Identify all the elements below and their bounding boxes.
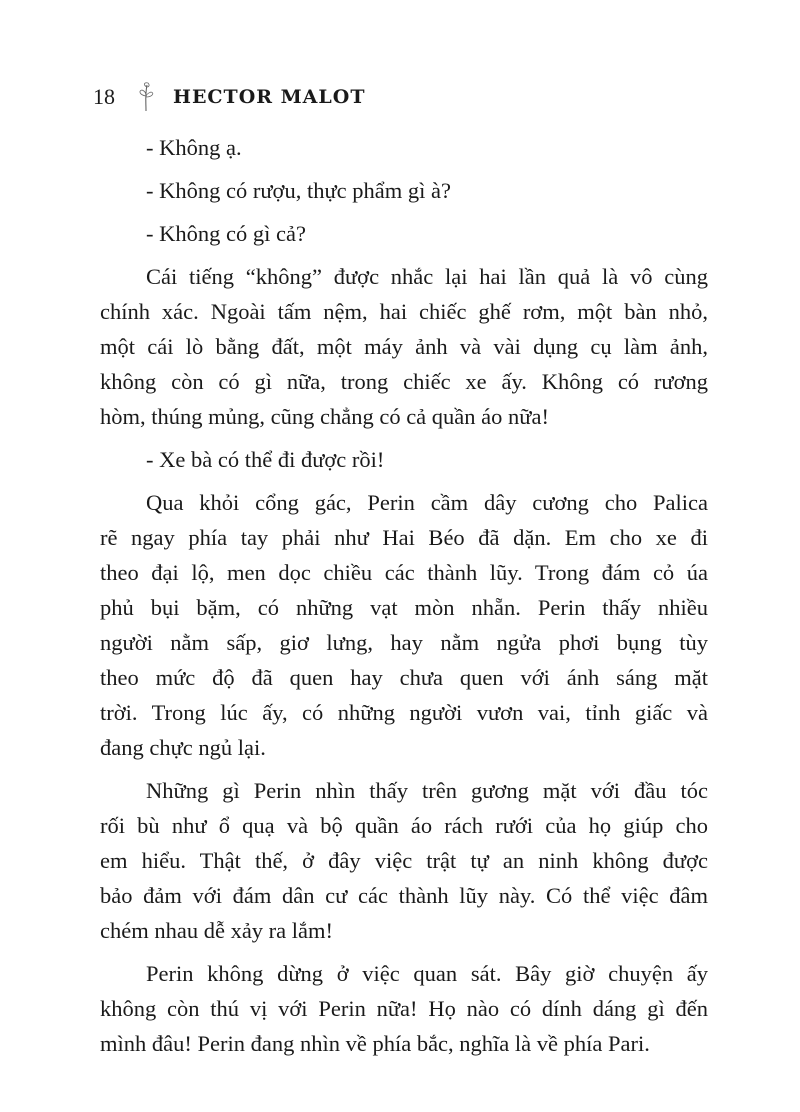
- paragraph: [100, 442, 708, 477]
- paragraph: [100, 259, 708, 434]
- text-line: một cái lò bằng đất, một máy ảnh và vài dụng cụ làm ảnh,: [100, 334, 708, 359]
- text-line: trời. Trong lúc ấy, có những người vươn vai, tỉnh giấc và: [100, 700, 708, 725]
- text-line: theo đại lộ, men dọc chiều các thành lũy. Trong đám cỏ úa: [100, 560, 708, 585]
- text-line: chính xác. Ngoài tấm nệm, hai chiếc ghế rơm, một bàn nhỏ,: [100, 299, 708, 324]
- text-line: Qua khỏi cổng gác, Perin cầm dây cương cho Palica: [146, 490, 708, 515]
- text-line: Những gì Perin nhìn thấy trên gương mặt với đầu tóc: [146, 778, 708, 803]
- text-line: Cái tiếng “không” được nhắc lại hai lần quả là vô cùng: [146, 264, 708, 289]
- leaf-sprig-icon: [133, 82, 159, 112]
- paragraph: [100, 216, 708, 251]
- text-line: bảo đảm với đám dân cư các thành lũy này. Có thể việc đâm: [100, 883, 708, 908]
- page-number: 18: [93, 84, 115, 109]
- paragraph: [100, 485, 708, 765]
- running-header: [93, 82, 365, 112]
- text-line: - Không ạ.: [146, 135, 242, 160]
- paragraph: [100, 956, 708, 1061]
- text-line: rẽ ngay phía tay phải như Hai Béo đã dặn. Em cho xe đi: [100, 525, 708, 550]
- paragraph: [100, 773, 708, 948]
- paragraph: [100, 173, 708, 208]
- text-line: người nằm sấp, giơ lưng, hay nằm ngửa phơi bụng tùy: [100, 630, 708, 655]
- text-line: rối bù như ổ quạ và bộ quần áo rách rưới của họ giúp cho: [100, 813, 708, 838]
- text-line: không còn có gì nữa, trong chiếc xe ấy. Không có rương: [100, 369, 708, 394]
- text-line: - Xe bà có thể đi được rồi!: [146, 447, 385, 472]
- text-line: em hiểu. Thật thế, ở đây việc trật tự an ninh không được: [100, 848, 708, 873]
- text-line: không còn thú vị với Perin nữa! Họ nào có dính dáng gì đến: [100, 996, 708, 1021]
- text-line: hòm, thúng mủng, cũng chẳng có cả quần áo nữa!: [100, 404, 549, 429]
- page-body: [100, 130, 708, 1069]
- text-line: theo mức độ đã quen hay chưa quen với ánh sáng mặt: [100, 665, 708, 690]
- text-line: - Không có rượu, thực phẩm gì à?: [146, 178, 451, 203]
- text-line: đang chực ngủ lại.: [100, 735, 266, 760]
- text-line: Perin không dừng ở việc quan sát. Bây giờ chuyện ấy: [146, 961, 708, 986]
- text-line: chém nhau dễ xảy ra lắm!: [100, 918, 334, 943]
- paragraph: [100, 130, 708, 165]
- running-title: HECTOR MALOT: [173, 86, 366, 108]
- text-line: - Không có gì cả?: [146, 221, 306, 246]
- text-line: mình đâu! Perin đang nhìn về phía bắc, nghĩa là về phía Pari.: [100, 1031, 650, 1056]
- text-line: phủ bụi bặm, có những vạt mòn nhẵn. Perin thấy nhiều: [100, 595, 708, 620]
